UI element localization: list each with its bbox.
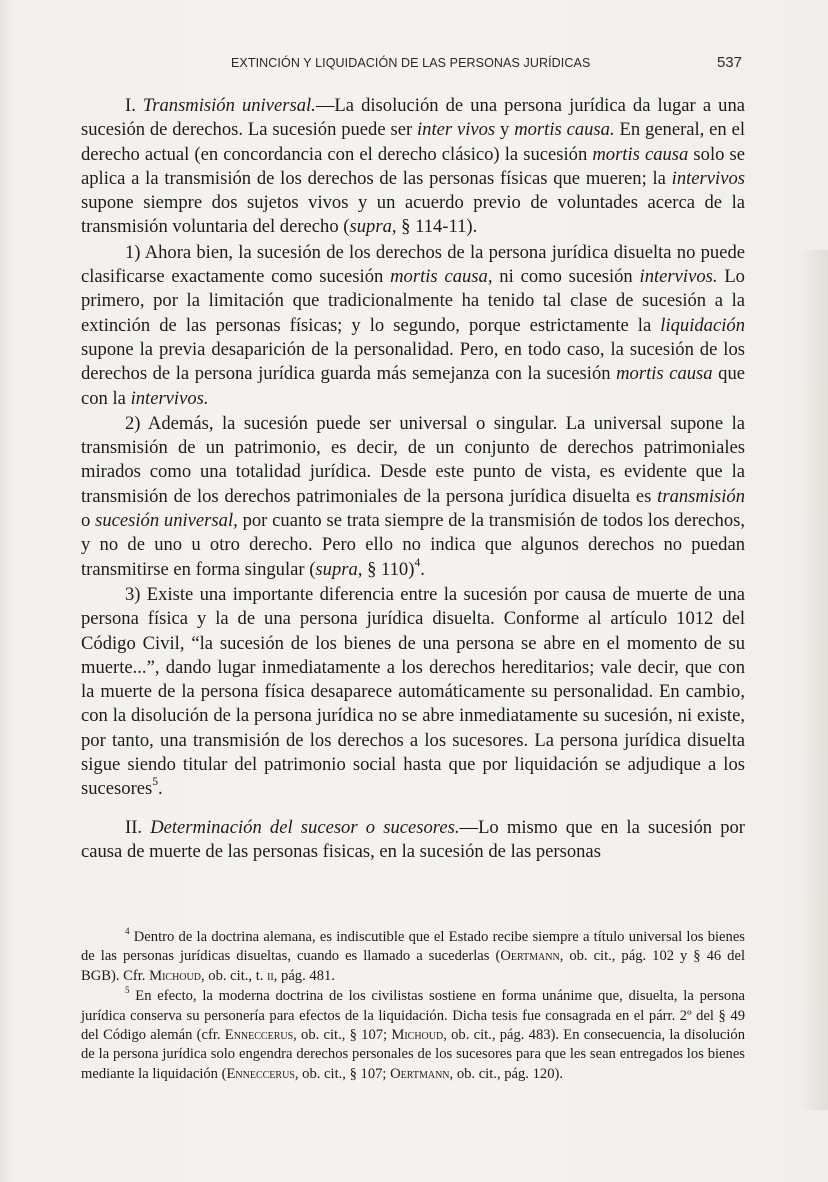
text-run: . — [420, 558, 425, 580]
text-run: , ob. cit., pág. 120). — [449, 1065, 564, 1082]
text-run: , ob. cit., § 107; — [293, 1027, 392, 1044]
italic-run: inter vivos — [417, 119, 496, 141]
text-run: En general, en el derecho actual (en concordancia con el derecho clásico) la sucesión — [81, 119, 745, 165]
paragraph-determinacion-sucesor — [81, 816, 745, 865]
text-run: que con la — [81, 363, 746, 409]
section-number: I. — [125, 95, 143, 116]
italic-run: mortis causa. — [514, 119, 615, 141]
body-text — [81, 94, 745, 864]
footnote-number: 4 — [125, 925, 130, 936]
text-run: § 114-11). — [396, 216, 478, 238]
italic-run: intervivos. — [130, 387, 209, 409]
text-run: § 110) — [362, 558, 415, 580]
italic-run: transmisión — [657, 485, 745, 507]
volume-number: ii — [267, 967, 274, 984]
footnotes — [81, 925, 745, 1084]
author-name: Enneccerus — [226, 1065, 295, 1082]
section-number: II. — [125, 816, 151, 838]
paragraph-point-3 — [81, 583, 745, 802]
text-run: por cuanto se trata siempre de la transmisión de todos los derechos, y no de uno u otro derecho. Pero ello no indica que algunos derechos no puedan transmitirse en forma singular ( — [81, 510, 746, 580]
text-run: 2) Además, la sucesión puede ser universal o singular. La universal supone la transmisión de un patrimonio, es decir, de un conjunto de derechos patrimoniales mirados como una totalidad jurídica. Desde este punto de vista, es evidente que la transmisión de los derechos patrimoniales de la persona jurídica disuelta es — [81, 412, 745, 507]
footnote-number: 5 — [125, 985, 130, 996]
author-name: Enneccerus — [224, 1027, 294, 1044]
text-run: supone la previa desaparición de la personalidad. Pero, en todo caso, la sucesión de los derechos de la persona jurídica guarda más semejanza con la sucesión — [81, 338, 745, 385]
paragraph-point-1 — [81, 241, 745, 411]
section-heading: Transmisión universal. — [142, 95, 316, 116]
page-edge-shadow — [798, 250, 828, 1110]
text-run: , ob. cit., § 107; — [294, 1065, 391, 1082]
author-name: Michoud — [391, 1027, 444, 1044]
text-run: Dentro de la doctrina alemana, es indiscutible que el Estado recibe siempre a título universal los bienes de las personas jurídicas disueltas, cuando es llamado a sucederlas ( — [81, 929, 745, 965]
text-run: —Lo mismo que en la sucesión por causa de muerte de las personas fisicas, en la sucesión de las personas — [81, 816, 745, 862]
text-run: . — [158, 778, 163, 800]
italic-run: mortis causa — [592, 143, 689, 165]
text-run: supone siempre dos sujetos vivos y un acuerdo previo de voluntades acerca de la transmisión voluntaria del derecho ( — [81, 192, 745, 238]
text-run: , ob. cit., t. — [200, 967, 268, 984]
text-run: —La disolución de una persona jurídica da lugar a una sucesión de derechos. La sucesión puede ser — [81, 95, 745, 141]
italic-run: intervivos. — [639, 266, 718, 288]
italic-run: mortis causa — [616, 363, 713, 385]
italic-run: sucesión universal, — [95, 510, 238, 532]
text-run: , ob. cit., pág. 102 y § 46 del BGB). Cfr. — [81, 948, 745, 984]
page-header — [86, 54, 746, 74]
author-name: Oertmann — [390, 1065, 450, 1082]
footnote-5 — [81, 987, 745, 1084]
italic-run: intervivos — [671, 167, 745, 189]
footnote-4 — [81, 925, 745, 986]
author-name: Michoud — [149, 967, 201, 984]
text-run: o — [81, 510, 96, 532]
text-run: solo se aplica a la transmisión de los derechos de las personas físicas que mueren; la — [81, 143, 746, 189]
text-run: Lo primero, por la limitación que tradicionalmente ha tenido tal clase de sucesión a la extinción de las personas físicas; y lo segundo, porque estrictamente la — [81, 266, 745, 336]
italic-run: liquidación — [660, 314, 745, 336]
text-run: ni como sucesión — [492, 266, 640, 288]
text-run: y — [495, 119, 515, 141]
author-name: Oertmann — [500, 948, 560, 965]
text-run: 3) Existe una importante diferencia entre la sucesión por causa de muerte de una persona física y la de una persona jurídica disuelta. Conforme al artículo 1012 del Código Civil, “la sucesión de los bienes de una persona se abre en el momento de su muerte...”, dando lugar inmediatamente a los derechos hereditarios; vale decir, que con la muerte de la persona física desaparece automáticamente su personalidad. En cambio, con la disolución de la persona jurídica no se abre inmediatamente su sucesión, ni existe, por tanto, una transmisión de los derechos a los sucesores. La persona jurídica disuelta sigue siendo titular del patrimonio social hasta que por liquidación se adjudique a los sucesores — [81, 583, 745, 800]
section-heading: Determinación del sucesor o sucesores. — [150, 816, 460, 838]
running-head: EXTINCIÓN Y LIQUIDACIÓN DE LAS PERSONAS JURÍDICAS — [231, 56, 591, 70]
footnote-marker: 4 — [414, 556, 421, 569]
page-number: 537 — [716, 54, 742, 71]
italic-run: supra, — [315, 558, 363, 580]
text-run: , ob. cit., pág. 483). En consecuencia, la disolución de la persona jurídica solo engendra derechos personales de los sucesores para que les sean entregados los bienes mediante la liquidación ( — [81, 1027, 745, 1082]
text-run: , pág. 481. — [273, 967, 335, 984]
text-run: En efecto, la moderna doctrina de los civilistas sostiene en forma unánime que, disuelta, la persona jurídica conserva su personería para efectos de la liquidación. Dicha tesis fue consagrada en el párr. 2º del § 49 del Código alemán (cfr. — [81, 988, 745, 1044]
paragraph-transmision-universal — [81, 94, 745, 240]
footnote-marker: 5 — [152, 776, 159, 789]
text-run: 1) Ahora bien, la sucesión de los derechos de la persona jurídica disuelta no puede clasificarse exactamente como sucesión — [81, 241, 745, 288]
italic-run: mortis causa, — [390, 266, 493, 288]
paragraph-point-2 — [81, 412, 745, 582]
italic-run: supra, — [349, 216, 397, 238]
